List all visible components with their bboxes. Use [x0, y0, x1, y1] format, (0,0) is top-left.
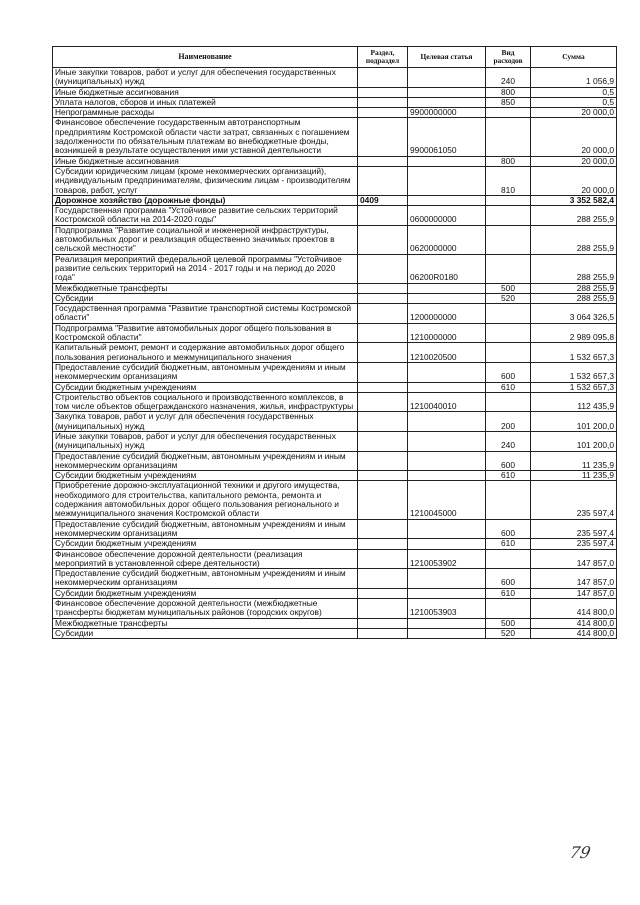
table-row	[53, 108, 617, 118]
row-section	[358, 166, 408, 195]
row-target-article: 06200R0180	[408, 254, 486, 283]
row-sum: 235 597,4	[531, 539, 617, 549]
budget-table	[52, 46, 617, 639]
row-sum: 20 000,0	[531, 108, 617, 118]
row-target-article: 1210000000	[408, 323, 486, 343]
row-target-article	[408, 87, 486, 97]
row-name: Государственная программа "Развитие транспортной системы Костромской области"	[53, 304, 358, 324]
table-row	[53, 431, 617, 451]
row-expense-type: 810	[486, 166, 531, 195]
row-target-article	[408, 539, 486, 549]
table-row	[53, 599, 617, 619]
row-section	[358, 481, 408, 519]
row-section	[358, 549, 408, 569]
table-row	[53, 225, 617, 254]
row-expense-type	[486, 108, 531, 118]
row-section	[358, 569, 408, 589]
row-name: Иные закупки товаров, работ и услуг для обеспечения государственных (муниципальных) нужд	[53, 68, 358, 88]
row-section	[358, 97, 408, 107]
row-expense-type: 600	[486, 569, 531, 589]
row-sum: 288 255,9	[531, 254, 617, 283]
row-section	[358, 519, 408, 539]
row-name: Финансовое обеспечение государственным автотранспортным предприятиям Костромской области части затрат, связанных с погашением задолженности по обязательным платежам во внебюджетные фонды, возникшей в результате осуществления ими уставной деятельности	[53, 118, 358, 156]
row-section	[358, 283, 408, 293]
row-name: Финансовое обеспечение дорожной деятельности (реализация мероприятий в установленной сфере деятельности)	[53, 549, 358, 569]
row-name: Подпрограмма "Развитие автомобильных дорог общего пользования в Костромской области"	[53, 323, 358, 343]
row-name: Закупка товаров, работ и услуг для обеспечения государственных (муниципальных) нужд	[53, 412, 358, 432]
row-target-article: 1210053902	[408, 549, 486, 569]
table-row	[53, 628, 617, 638]
row-sum: 2 989 095,8	[531, 323, 617, 343]
row-section	[358, 431, 408, 451]
row-name: Предоставление субсидий бюджетным, автономным учреждениям и иным некоммерческим организациям	[53, 569, 358, 589]
row-sum: 0,5	[531, 87, 617, 97]
row-section	[358, 87, 408, 97]
row-section: 0409	[358, 195, 408, 205]
row-sum: 20 000,0	[531, 156, 617, 166]
table-row	[53, 97, 617, 107]
row-name: Финансовое обеспечение дорожной деятельности (межбюджетные трансферты бюджетам муниципальных районов (городских округов)	[53, 599, 358, 619]
row-target-article: 1210020500	[408, 343, 486, 363]
row-expense-type: 200	[486, 412, 531, 432]
header-expense-type: Вид расходов	[486, 47, 531, 68]
row-section	[358, 382, 408, 392]
row-name: Субсидии	[53, 293, 358, 303]
table-row	[53, 283, 617, 293]
row-expense-type	[486, 304, 531, 324]
row-section	[358, 343, 408, 363]
row-name: Подпрограмма "Развитие социальной и инженерной инфраструктуры, автомобильных дорог и реализация общественно значимых проектов в сельской местности"	[53, 225, 358, 254]
row-expense-type: 610	[486, 588, 531, 598]
table-row	[53, 254, 617, 283]
row-expense-type	[486, 323, 531, 343]
row-target-article	[408, 519, 486, 539]
row-section	[358, 225, 408, 254]
row-expense-type	[486, 195, 531, 205]
row-section	[358, 68, 408, 88]
row-section	[358, 323, 408, 343]
row-expense-type	[486, 254, 531, 283]
row-expense-type: 800	[486, 87, 531, 97]
row-sum: 288 255,9	[531, 206, 617, 226]
row-target-article	[408, 293, 486, 303]
row-target-article	[408, 569, 486, 589]
row-name: Строительство объектов социального и производственного комплексов, в том числе объектов общегражданского назначения, жилья, инфраструктуры	[53, 392, 358, 412]
row-section	[358, 206, 408, 226]
table-header-row	[53, 47, 617, 68]
row-sum: 414 800,0	[531, 618, 617, 628]
row-sum: 288 255,9	[531, 283, 617, 293]
row-name: Капитальный ремонт, ремонт и содержание автомобильных дорог общего пользования регионального и межмуниципального значения	[53, 343, 358, 363]
row-name: Иные бюджетные ассигнования	[53, 87, 358, 97]
row-sum: 414 800,0	[531, 599, 617, 619]
row-expense-type: 610	[486, 539, 531, 549]
row-target-article	[408, 628, 486, 638]
row-target-article	[408, 156, 486, 166]
row-sum: 414 800,0	[531, 628, 617, 638]
row-name: Предоставление субсидий бюджетным, автономным учреждениям и иным некоммерческим организациям	[53, 362, 358, 382]
row-sum: 147 857,0	[531, 569, 617, 589]
row-target-article: 1210040010	[408, 392, 486, 412]
row-expense-type: 610	[486, 382, 531, 392]
row-expense-type	[486, 225, 531, 254]
table-row	[53, 68, 617, 88]
header-sum: Сумма	[531, 47, 617, 68]
table-row	[53, 156, 617, 166]
row-sum: 235 597,4	[531, 519, 617, 539]
row-name: Предоставление субсидий бюджетным, автономным учреждениям и иным некоммерческим организациям	[53, 519, 358, 539]
row-section	[358, 118, 408, 156]
table-row	[53, 588, 617, 598]
header-section: Раздел, подраздел	[358, 47, 408, 68]
row-section	[358, 412, 408, 432]
row-target-article: 0600000000	[408, 206, 486, 226]
row-target-article	[408, 471, 486, 481]
row-expense-type: 240	[486, 68, 531, 88]
row-section	[358, 254, 408, 283]
row-name: Субсидии бюджетным учреждениям	[53, 539, 358, 549]
row-sum: 235 597,4	[531, 481, 617, 519]
table-row	[53, 412, 617, 432]
row-sum: 20 000,0	[531, 166, 617, 195]
row-target-article	[408, 195, 486, 205]
row-expense-type: 610	[486, 471, 531, 481]
row-sum: 288 255,9	[531, 293, 617, 303]
table-row	[53, 206, 617, 226]
row-sum: 101 200,0	[531, 431, 617, 451]
row-name: Субсидии бюджетным учреждениям	[53, 382, 358, 392]
table-row	[53, 392, 617, 412]
row-name: Субсидии	[53, 628, 358, 638]
row-expense-type: 600	[486, 519, 531, 539]
row-name: Непрограммные расходы	[53, 108, 358, 118]
row-section	[358, 599, 408, 619]
row-expense-type: 240	[486, 431, 531, 451]
row-target-article	[408, 283, 486, 293]
row-name: Субсидии юридическим лицам (кроме некоммерческих организаций), индивидуальным предпринимателям, физическим лицам - производителям товаров, работ, услуг	[53, 166, 358, 195]
table-row	[53, 87, 617, 97]
row-expense-type: 500	[486, 618, 531, 628]
row-target-article: 1210045000	[408, 481, 486, 519]
row-target-article	[408, 451, 486, 471]
row-section	[358, 539, 408, 549]
row-expense-type	[486, 481, 531, 519]
table-row	[53, 118, 617, 156]
row-sum: 11 235,9	[531, 471, 617, 481]
row-name: Предоставление субсидий бюджетным, автономным учреждениям и иным некоммерческим организациям	[53, 451, 358, 471]
row-expense-type: 520	[486, 628, 531, 638]
row-sum: 147 857,0	[531, 588, 617, 598]
table-row	[53, 471, 617, 481]
table-row	[53, 549, 617, 569]
row-sum: 3 352 582,4	[531, 195, 617, 205]
row-expense-type	[486, 118, 531, 156]
row-target-article	[408, 68, 486, 88]
row-sum: 101 200,0	[531, 412, 617, 432]
table-row	[53, 569, 617, 589]
table-row	[53, 323, 617, 343]
row-expense-type	[486, 392, 531, 412]
page-number: 79	[568, 843, 593, 862]
row-sum: 20 000,0	[531, 118, 617, 156]
row-name: Уплата налогов, сборов и иных платежей	[53, 97, 358, 107]
row-name: Иные закупки товаров, работ и услуг для обеспечения государственных (муниципальных) нужд	[53, 431, 358, 451]
row-expense-type: 500	[486, 283, 531, 293]
table-row	[53, 539, 617, 549]
row-sum: 3 064 326,5	[531, 304, 617, 324]
row-section	[358, 304, 408, 324]
table-row	[53, 293, 617, 303]
row-expense-type	[486, 549, 531, 569]
row-target-article: 0620000000	[408, 225, 486, 254]
row-section	[358, 588, 408, 598]
row-name: Государственная программа "Устойчивое развитие сельских территорий Костромской области на 2014-2020 годы"	[53, 206, 358, 226]
row-sum: 147 857,0	[531, 549, 617, 569]
row-sum: 1 532 657,3	[531, 362, 617, 382]
row-sum: 0,5	[531, 97, 617, 107]
row-name: Субсидии бюджетным учреждениям	[53, 471, 358, 481]
row-section	[358, 108, 408, 118]
table-row	[53, 362, 617, 382]
row-target-article	[408, 412, 486, 432]
table-row	[53, 481, 617, 519]
row-expense-type	[486, 206, 531, 226]
row-sum: 288 255,9	[531, 225, 617, 254]
row-target-article	[408, 431, 486, 451]
header-target-article: Целевая статья	[408, 47, 486, 68]
row-name: Реализация мероприятий федеральной целевой программы "Устойчивое развитие сельских территорий на 2014 - 2017 годы и на период до 2020 года"	[53, 254, 358, 283]
row-target-article	[408, 618, 486, 628]
row-expense-type: 800	[486, 156, 531, 166]
table-row	[53, 166, 617, 195]
table-row	[53, 451, 617, 471]
table-row	[53, 382, 617, 392]
row-sum: 1 532 657,3	[531, 343, 617, 363]
row-name: Дорожное хозяйство (дорожные фонды)	[53, 195, 358, 205]
row-target-article: 9900000000	[408, 108, 486, 118]
row-section	[358, 451, 408, 471]
row-target-article	[408, 362, 486, 382]
row-target-article	[408, 588, 486, 598]
table-row	[53, 519, 617, 539]
row-sum: 11 235,9	[531, 451, 617, 471]
row-expense-type: 600	[486, 362, 531, 382]
table-row	[53, 304, 617, 324]
row-name: Межбюджетные трансферты	[53, 618, 358, 628]
row-expense-type: 850	[486, 97, 531, 107]
table-body	[53, 68, 617, 639]
row-expense-type: 600	[486, 451, 531, 471]
row-section	[358, 618, 408, 628]
row-name: Субсидии бюджетным учреждениям	[53, 588, 358, 598]
header-name: Наименование	[53, 47, 358, 68]
table-row	[53, 195, 617, 205]
row-target-article: 9900061050	[408, 118, 486, 156]
row-target-article: 1200000000	[408, 304, 486, 324]
table-row	[53, 618, 617, 628]
row-target-article	[408, 97, 486, 107]
row-sum: 112 435,9	[531, 392, 617, 412]
row-name: Иные бюджетные ассигнования	[53, 156, 358, 166]
row-target-article	[408, 382, 486, 392]
row-section	[358, 628, 408, 638]
row-target-article	[408, 166, 486, 195]
row-section	[358, 362, 408, 382]
row-section	[358, 471, 408, 481]
row-sum: 1 532 657,3	[531, 382, 617, 392]
row-expense-type	[486, 599, 531, 619]
row-name: Межбюджетные трансферты	[53, 283, 358, 293]
row-expense-type: 520	[486, 293, 531, 303]
row-name: Приобретение дорожно-эксплуатационной техники и другого имущества, необходимого для строительства, капитального ремонта, ремонта и содержания автомобильных дорог общего пользования регионального и межмуниципального значения Костромской области	[53, 481, 358, 519]
row-sum: 1 056,9	[531, 68, 617, 88]
row-target-article: 1210053903	[408, 599, 486, 619]
row-section	[358, 293, 408, 303]
table-row	[53, 343, 617, 363]
row-section	[358, 156, 408, 166]
row-section	[358, 392, 408, 412]
row-expense-type	[486, 343, 531, 363]
